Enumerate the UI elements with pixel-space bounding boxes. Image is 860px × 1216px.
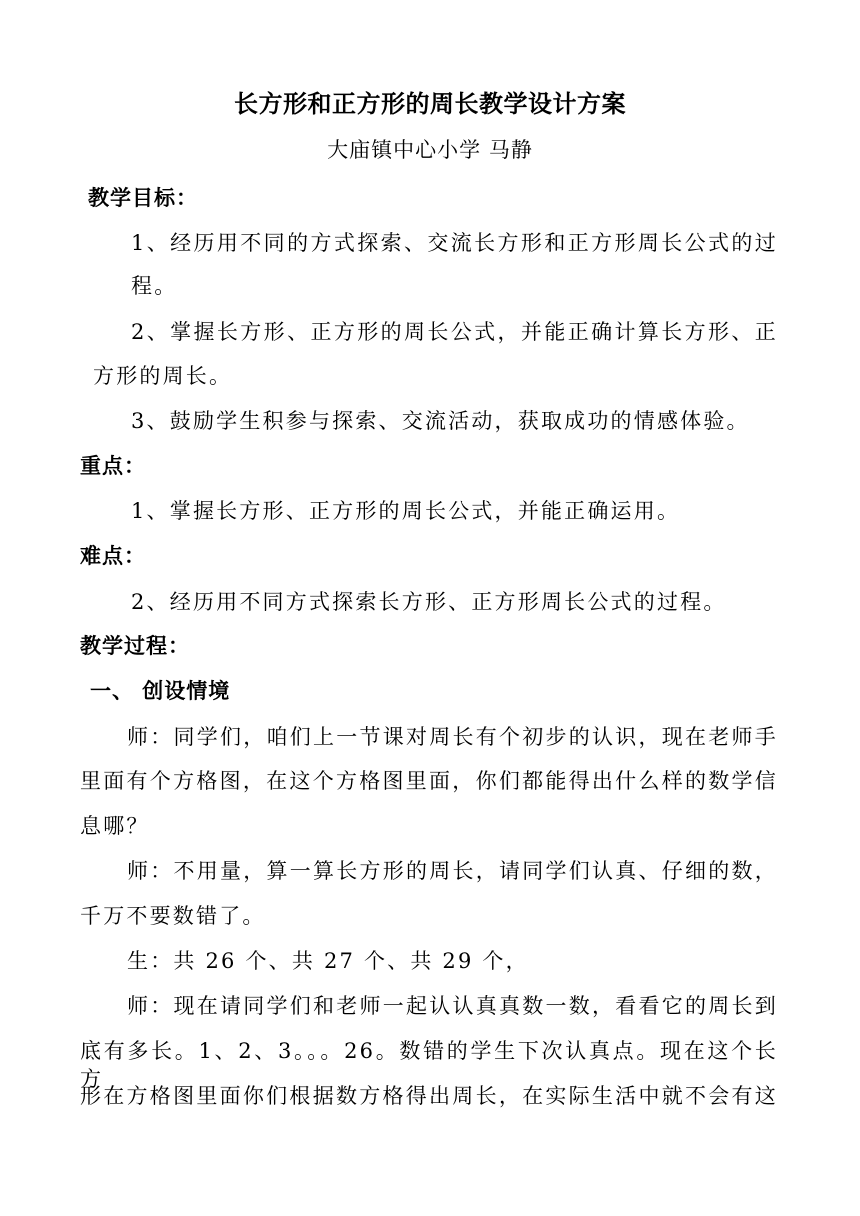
section-1-heading: 一、 创设情境 — [90, 679, 231, 703]
paragraph-2-line-1: 师：不用量，算一算长方形的周长，请同学们认真、仔细的数， — [127, 859, 778, 883]
paragraph-4-line-2: 底有多长。1、2、3。。。26。数错的学生下次认真点。现在这个长方 — [80, 1039, 778, 1091]
paragraph-4-line-3: 形在方格图里面你们根据数方格得出周长，在实际生活中就不会有这 — [80, 1084, 778, 1108]
key-points-heading: 重点： — [80, 454, 146, 478]
paragraph-1-line-2: 里面有个方格图，在这个方格图里面，你们都能得出什么样的数学信 — [80, 769, 778, 793]
process-heading: 教学过程： — [80, 634, 190, 658]
paragraph-4-line-1: 师：现在请同学们和老师一起认认真真数一数，看看它的周长到 — [127, 994, 778, 1018]
difficulties-heading: 难点： — [80, 544, 146, 568]
objective-item-3: 3、鼓励学生积参与探索、交流活动，获取成功的情感体验。 — [131, 409, 750, 433]
author-line: 大庙镇中心小学 马静 — [327, 138, 533, 162]
paragraph-3-line-1: 生：共 26 个、共 27 个、共 29 个， — [127, 949, 529, 973]
paragraph-1-line-3: 息哪？ — [80, 814, 150, 838]
key-point-item-1: 1、掌握长方形、正方形的周长公式，并能正确运用。 — [131, 499, 681, 523]
objective-item-1-line-1: 1、经历用不同的方式探索、交流长方形和正方形周长公式的过 — [131, 231, 778, 255]
objective-item-2-line-1: 2、掌握长方形、正方形的周长公式，并能正确计算长方形、正 — [131, 320, 778, 344]
objectives-heading: 教学目标： — [88, 186, 198, 210]
paragraph-2-line-2: 千万不要数错了。 — [80, 904, 266, 928]
objective-item-1-line-2: 程。 — [131, 274, 178, 298]
objective-item-2-line-2: 方形的周长。 — [93, 364, 233, 388]
paragraph-1-line-1: 师：同学们，咱们上一节课对周长有个初步的认识，现在老师手 — [127, 725, 778, 749]
difficulty-item-2: 2、经历用不同方式探索长方形、正方形周长公式的过程。 — [131, 590, 727, 614]
document-title: 长方形和正方形的周长教学设计方案 — [234, 90, 626, 118]
